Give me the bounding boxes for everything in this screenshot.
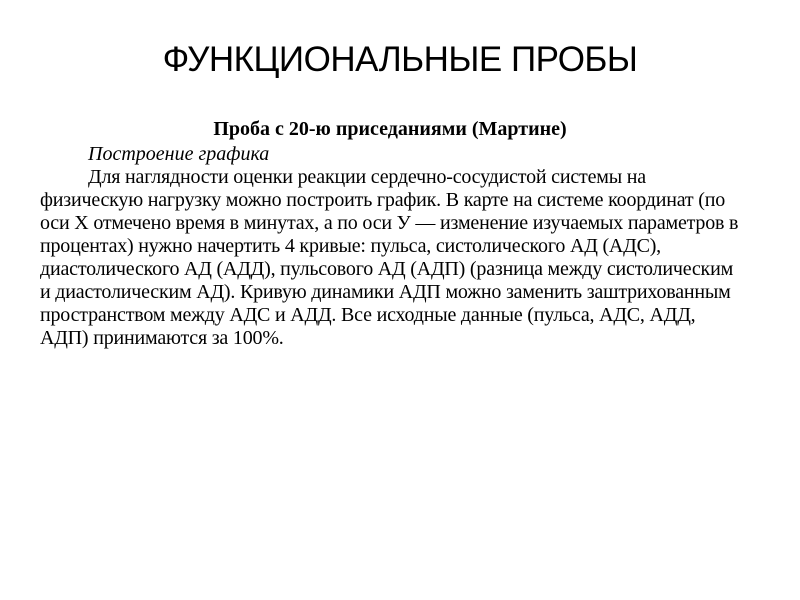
section-heading: Построение графика (88, 143, 270, 165)
test-subtitle: Проба с 20-ю приседаниями (Мартине) (213, 118, 567, 140)
slide-content (40, 118, 740, 350)
body-paragraph: Для наглядности оценки реакции сердечно-сосудистой системы на физическую нагрузку можно построить график. В карте на системе координат (по оси Х отмечено время в минутах, а по оси У — изменение изучаемых параметров в процентах) нужно начертить 4 кривые: пульса, систолического АД (АДС), диастолического АД (АДД), пульсового АД (АДП) (разница между систолическим и диастолическим АД). Кривую динамики АДП можно заменить заштрихованным пространством между АДС и АДД. Все исходные данные (пульса, АДС, АДД, АДП) принимаются за 100%. (40, 166, 739, 349)
slide-title: ФУНКЦИОНАЛЬНЫЕ ПРОБЫ (162, 40, 638, 79)
